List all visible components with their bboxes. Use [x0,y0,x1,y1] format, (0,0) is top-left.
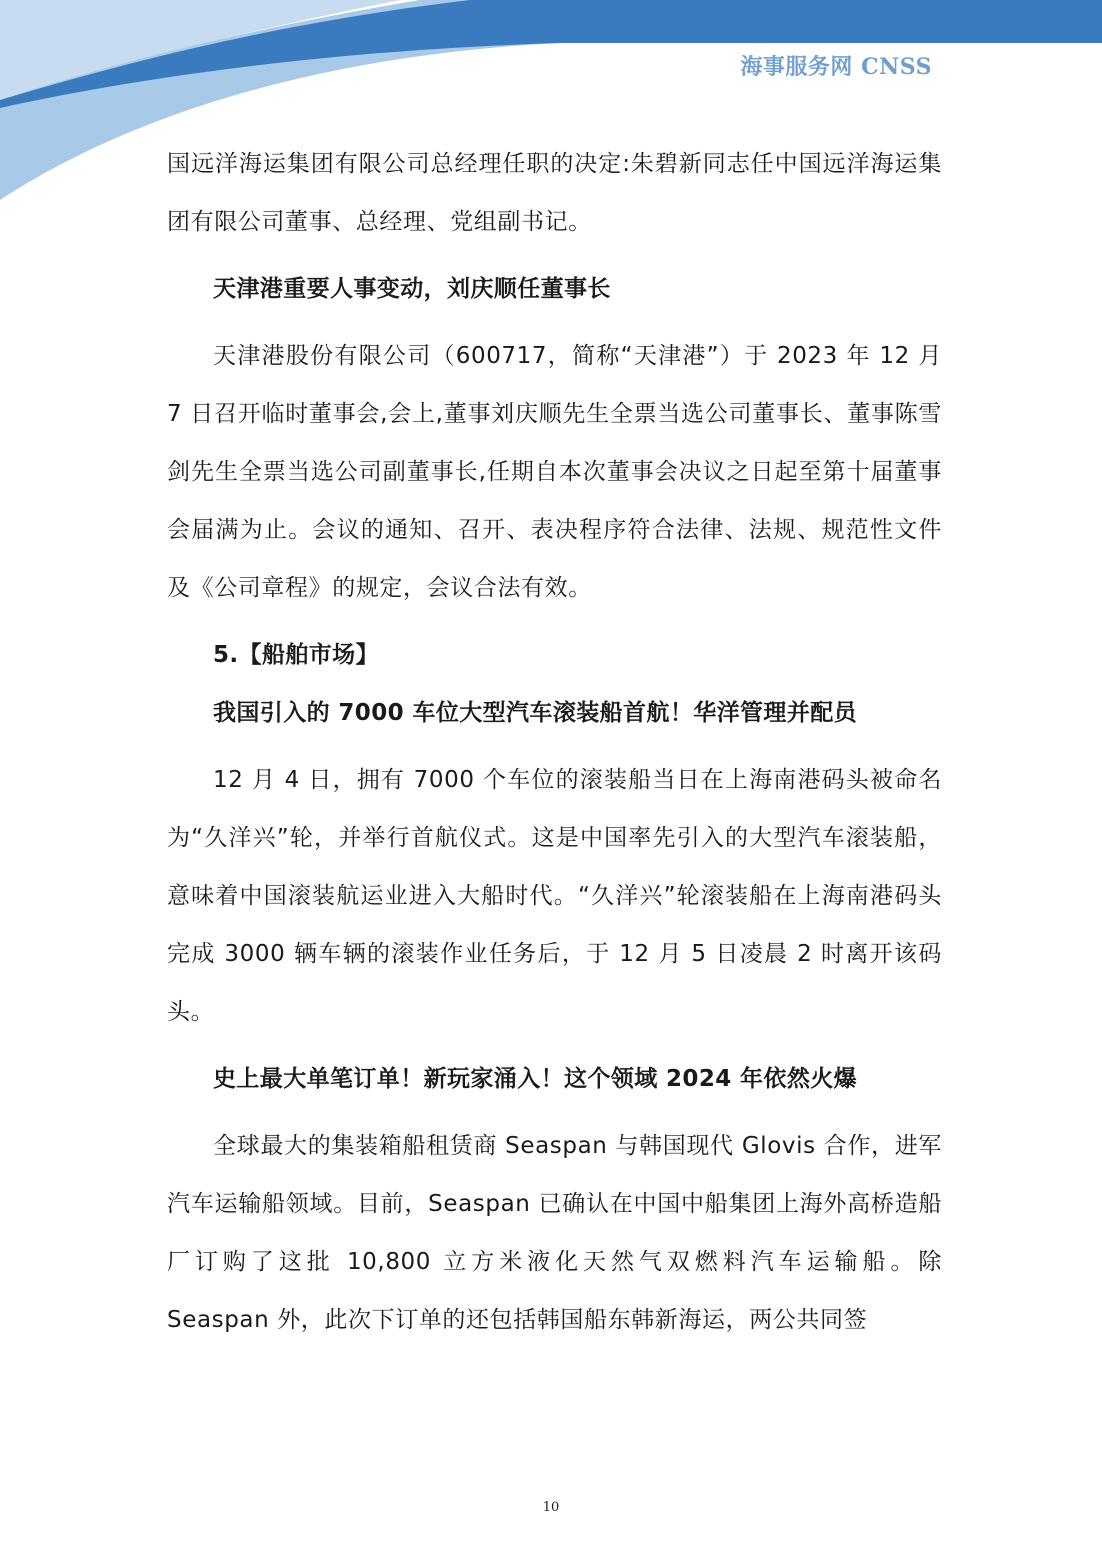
paragraph-record-orders: 全球最大的集装箱船租赁商 Seaspan 与韩国现代 Glovis 合作，进军汽车运输船领域。目前，Seaspan 已确认在中国中船集团上海外高桥造船厂订购了这批 10,800 立方米液化天然气双燃料汽车运输船。除 Seaspan 外，此次下订单的还包括韩国船东韩新海运，两公共同签 [167,1133,942,1333]
document-body [167,135,942,1349]
heading-record-orders: 史上最大单笔订单！新玩家涌入！这个领域 2024 年依然火爆 [213,1066,858,1092]
intro-paragraph: 国远洋海运集团有限公司总经理任职的决定:朱碧新同志任中国远洋海运集团有限公司董事、总经理、党组副书记。 [167,151,942,235]
heading-roll-on-ship: 我国引入的 7000 车位大型汽车滚装船首航！华洋管理并配员 [213,700,858,726]
paragraph-roll-on-ship: 12 月 4 日，拥有 7000 个车位的滚装船当日在上海南港码头被命名为“久洋兴”轮，并举行首航仪式。这是中国率先引入的大型汽车滚装船，意味着中国滚装航运业进入大船时代。“久洋兴”轮滚装船在上海南港码头完成 3000 辆车辆的滚装作业任务后，于 12 月 5 日凌晨 2 时离开该码头。 [167,767,942,1025]
heading-tianjin-port: 天津港重要人事变动，刘庆顺任董事长 [213,276,611,302]
page-number: 10 [542,1500,560,1515]
paragraph-tianjin-port: 天津港股份有限公司（600717，简称“天津港”）于 2023 年 12 月 7 日召开临时董事会,会上,董事刘庆顺先生全票当选公司董事长、董事陈雪剑先生全票当选公司副董事长,任期自本次董事会决议之日起至第十届董事会届满为止。会议的通知、召开、表决程序符合法律、法规、规范性文件及《公司章程》的规定，会议合法有效。 [167,343,942,601]
site-brand-text: 海事服务网 CNSS [740,54,932,80]
heading-ship-market: 5.【船舶市场】 [213,642,379,668]
